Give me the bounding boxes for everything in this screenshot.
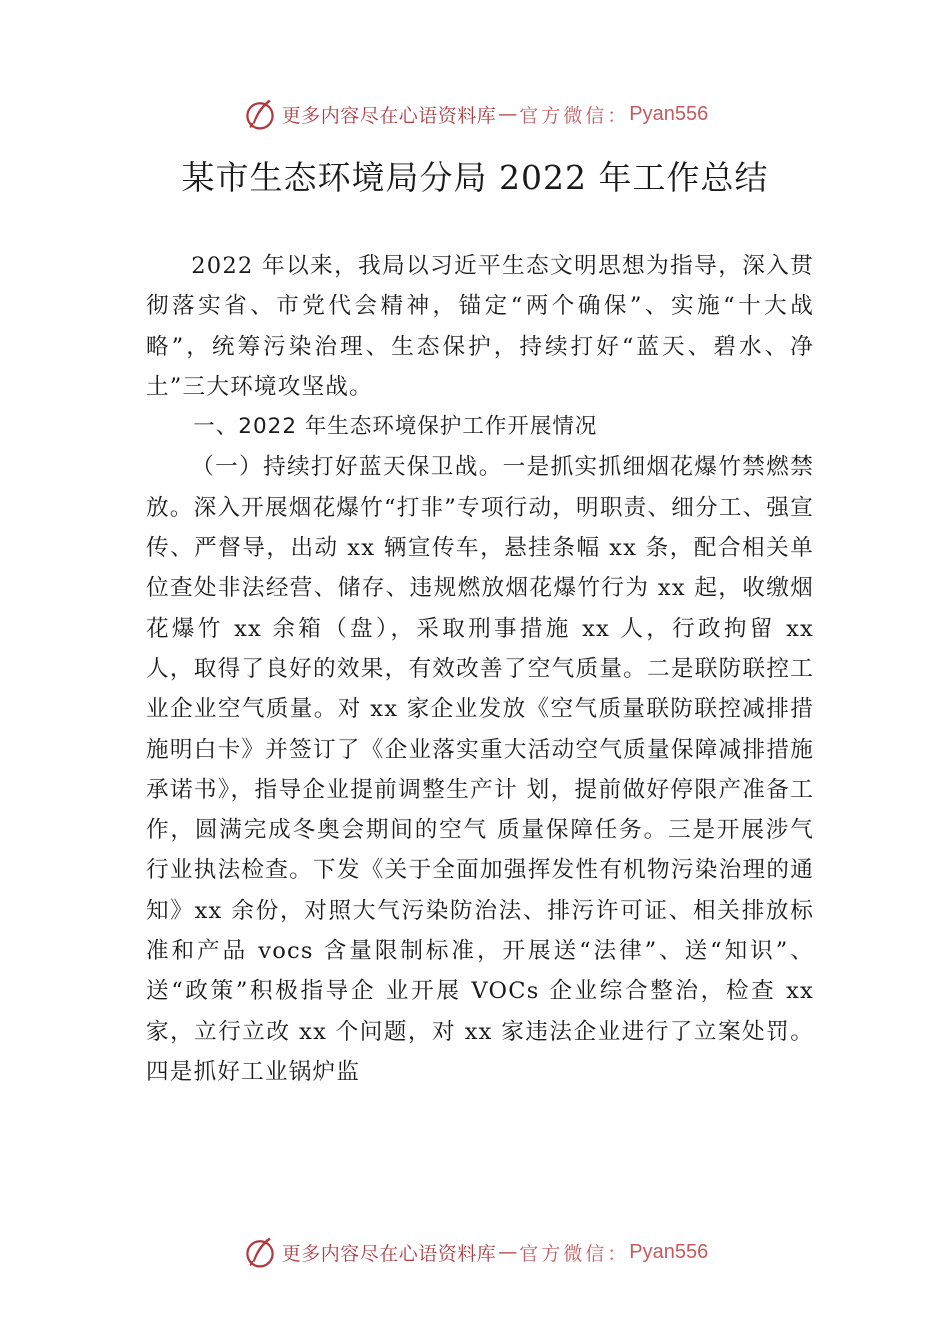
document-body	[146, 246, 814, 1092]
banner-wechat-label: 官方微信：	[519, 1242, 630, 1265]
section-heading: 一、2022 年生态环境保护工作开展情况	[193, 414, 598, 440]
banner-wechat-label: 官方微信：	[519, 104, 630, 127]
banner-text: 更多内容尽在心语资料库	[281, 104, 497, 127]
banner-text: 更多内容尽在心语资料库	[281, 1242, 497, 1265]
banner-wechat-id: Pyan556	[629, 102, 709, 125]
banner-dash: —	[498, 103, 518, 125]
banner-dash: —	[498, 1241, 518, 1263]
quill-seal-logo-icon	[242, 1234, 278, 1270]
banner-wechat-id: Pyan556	[629, 1240, 709, 1263]
footer-banner	[0, 1232, 950, 1272]
quill-seal-logo-icon	[242, 96, 278, 132]
body-paragraph: （一）持续打好蓝天保卫战。一是抓实抓细烟花爆竹禁燃禁放。深入开展烟花爆竹“打非”专项行动，明职责、细分工、强宣传、严督导，出动 xx 辆宣传车，悬挂条幅 xx 条，配合相关单位查处非法经营、储存、违规燃放烟花爆竹行为 xx 起，收缴烟花爆竹 xx 余箱（盘），采取刑事措施 xx 人，行政拘留 xx 人，取得了良好的效果，有效改善了空气质量。二是联防联控工业企业空气质量。对 xx 家企业发放《空气质量联防联控减排措施明白卡》并签订了《企业落实重大活动空气质量保障减排措施承诺书》，指导企业提前调整生产计 划，提前做好停限产准备工作，圆满完成冬奥会期间的空气 质量保障任务。三是开展涉气行业执法检查。下发《关于全面加强挥发性有机物污染治理的通知》xx 余份，对照大气污染防治法、排污许可证、相关排放标准和产品 vocs 含量限制标准，开展送“法律”、送“知识”、送“政策”积极指导企 业开展 VOCs 企业综合整治，检查 xx 家，立行立改 xx 个问题，对 xx 家违法企业进行了立案处罚。四是抓好工业锅炉监	[146, 454, 814, 1085]
document-title: 某市生态环境局分局 2022 年工作总结	[181, 158, 769, 197]
intro-paragraph: 2022 年以来，我局以习近平生态文明思想为指导，深入贯彻落实省、市党代会精神，锚定“两个确保”、实施“十大战略”，统筹污染治理、生态保护，持续打好“蓝天、碧水、净土”三大环境攻坚战。	[146, 253, 814, 400]
header-banner	[0, 94, 950, 134]
